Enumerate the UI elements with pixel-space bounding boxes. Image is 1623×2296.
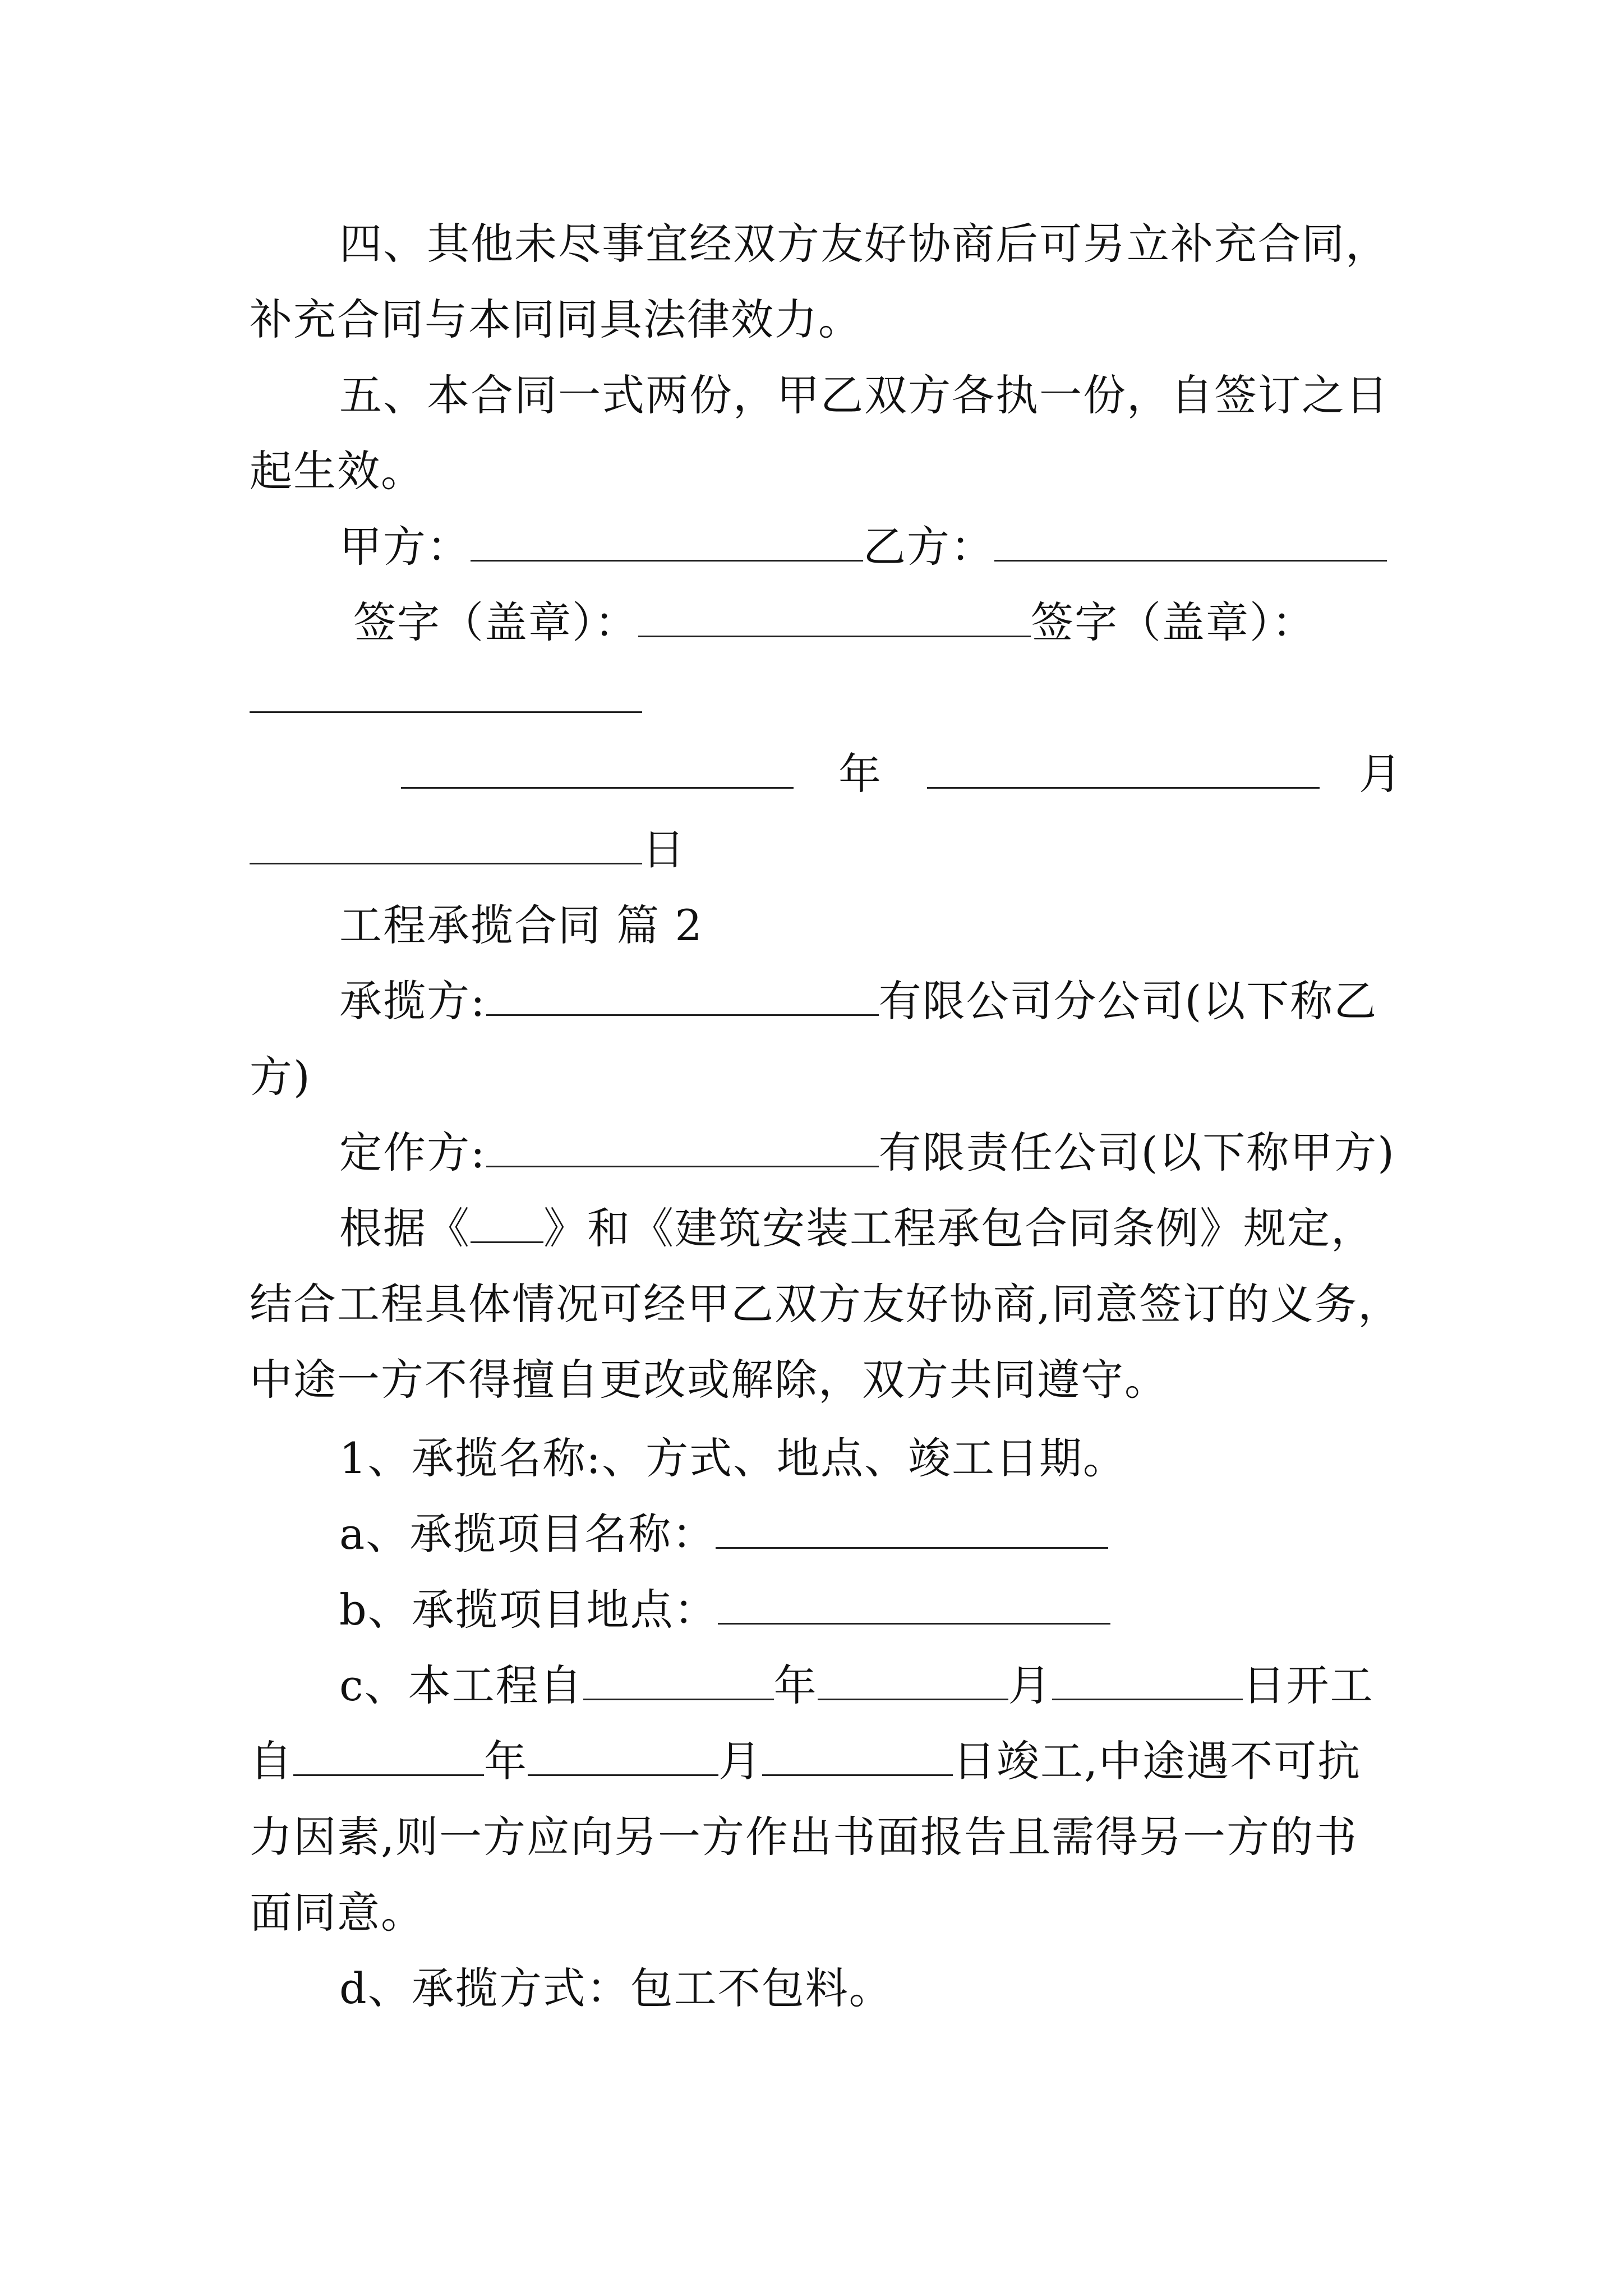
sign-b-blank bbox=[250, 678, 642, 713]
contractor-row-cont: 方) bbox=[250, 1052, 311, 1102]
start-month-label: 月 bbox=[1008, 1660, 1052, 1710]
client-suffix: 有限责任公司(以下称甲方) bbox=[878, 1128, 1395, 1177]
item-b-row bbox=[339, 1585, 1483, 1635]
item-a-row bbox=[339, 1509, 1483, 1559]
basis-prefix: 根据《 bbox=[339, 1203, 471, 1253]
clause-4-line-2: 补充合同与本同同具法律效力。 bbox=[250, 295, 862, 344]
contractor-blank bbox=[486, 981, 879, 1016]
item-c-line-2 bbox=[250, 1736, 1394, 1787]
client-label: 定作方: bbox=[339, 1128, 486, 1177]
start-day-label: 日开工 bbox=[1242, 1660, 1374, 1710]
sign-b-label: 签字（盖章）： bbox=[1031, 597, 1316, 647]
section-2-title: 工程承揽合同 篇 2 bbox=[339, 900, 703, 950]
start-day-blank bbox=[1052, 1665, 1243, 1700]
party-b-label: 乙方： bbox=[863, 522, 994, 572]
day-row bbox=[250, 825, 1394, 875]
contractor-label: 承揽方: bbox=[339, 976, 486, 1026]
item-d: d、承揽方式：包工不包料。 bbox=[339, 1963, 893, 2013]
sign-row bbox=[353, 597, 1497, 648]
year-blank bbox=[401, 753, 794, 789]
month-label: 月 bbox=[1359, 749, 1403, 799]
sign-a-label: 签字（盖章）： bbox=[353, 597, 638, 647]
year-label: 年 bbox=[838, 749, 882, 799]
basis-line-3: 中途一方不得擅自更改或解除，双方共同遵守。 bbox=[250, 1355, 1168, 1405]
item-c-line-4: 面同意。 bbox=[250, 1888, 425, 1938]
start-year-blank bbox=[583, 1665, 774, 1700]
clause-5-line-1: 五、本合同一式两份，甲乙双方各执一份，自签订之日 bbox=[339, 370, 1389, 420]
end-year-blank bbox=[293, 1741, 484, 1776]
party-a-label: 甲方： bbox=[339, 522, 471, 572]
item-b-blank bbox=[718, 1589, 1110, 1625]
end-month-label: 月 bbox=[718, 1736, 762, 1786]
month-blank bbox=[927, 753, 1320, 789]
party-a-blank bbox=[471, 526, 863, 562]
start-year-label: 年 bbox=[773, 1660, 818, 1710]
law-name-blank bbox=[471, 1208, 543, 1243]
end-day-blank bbox=[762, 1741, 953, 1776]
item-a-label: a、承揽项目名称： bbox=[339, 1509, 716, 1559]
end-day-label: 日竣工,中途遇不可抗 bbox=[953, 1736, 1362, 1786]
client-blank bbox=[486, 1132, 879, 1167]
day-label: 日 bbox=[642, 825, 686, 875]
basis-line-1 bbox=[339, 1203, 1483, 1254]
party-row bbox=[339, 522, 1483, 572]
contractor-suffix: 有限公司分公司(以下称乙 bbox=[878, 976, 1378, 1026]
basis-suffix: 》和《建筑安装工程承包合同条例》规定， bbox=[543, 1203, 1375, 1253]
day-blank bbox=[250, 829, 642, 864]
item-a-blank bbox=[716, 1513, 1108, 1549]
start-month-blank bbox=[818, 1665, 1008, 1700]
end-from-label: 自 bbox=[250, 1736, 293, 1786]
clause-4-line-1: 四、其他未尽事宜经双方友好协商后可另立补充合同， bbox=[339, 219, 1389, 269]
item-b-label: b、承揽项目地点： bbox=[339, 1585, 718, 1635]
item-c-start: c、本工程自 bbox=[339, 1660, 583, 1710]
item-c-line-3: 力因素,则一方应向另一方作出书面报告且需得另一方的书 bbox=[250, 1812, 1358, 1862]
contractor-row bbox=[339, 976, 1483, 1027]
client-row bbox=[339, 1128, 1483, 1178]
sign-b-blank-row bbox=[250, 673, 1394, 724]
item-c-line-1 bbox=[339, 1660, 1483, 1711]
sign-a-blank bbox=[638, 602, 1031, 637]
end-year-label: 年 bbox=[484, 1736, 528, 1786]
date-row bbox=[401, 749, 1545, 799]
party-b-blank bbox=[994, 526, 1387, 562]
basis-line-2: 结合工程具体情况可经甲乙双方友好协商,同意签订的义务， bbox=[250, 1279, 1402, 1329]
end-month-blank bbox=[528, 1741, 718, 1776]
item-1: 1、承揽名称:、方式、地点、竣工日期。 bbox=[339, 1433, 1127, 1483]
clause-5-line-2: 起生效。 bbox=[250, 446, 425, 496]
